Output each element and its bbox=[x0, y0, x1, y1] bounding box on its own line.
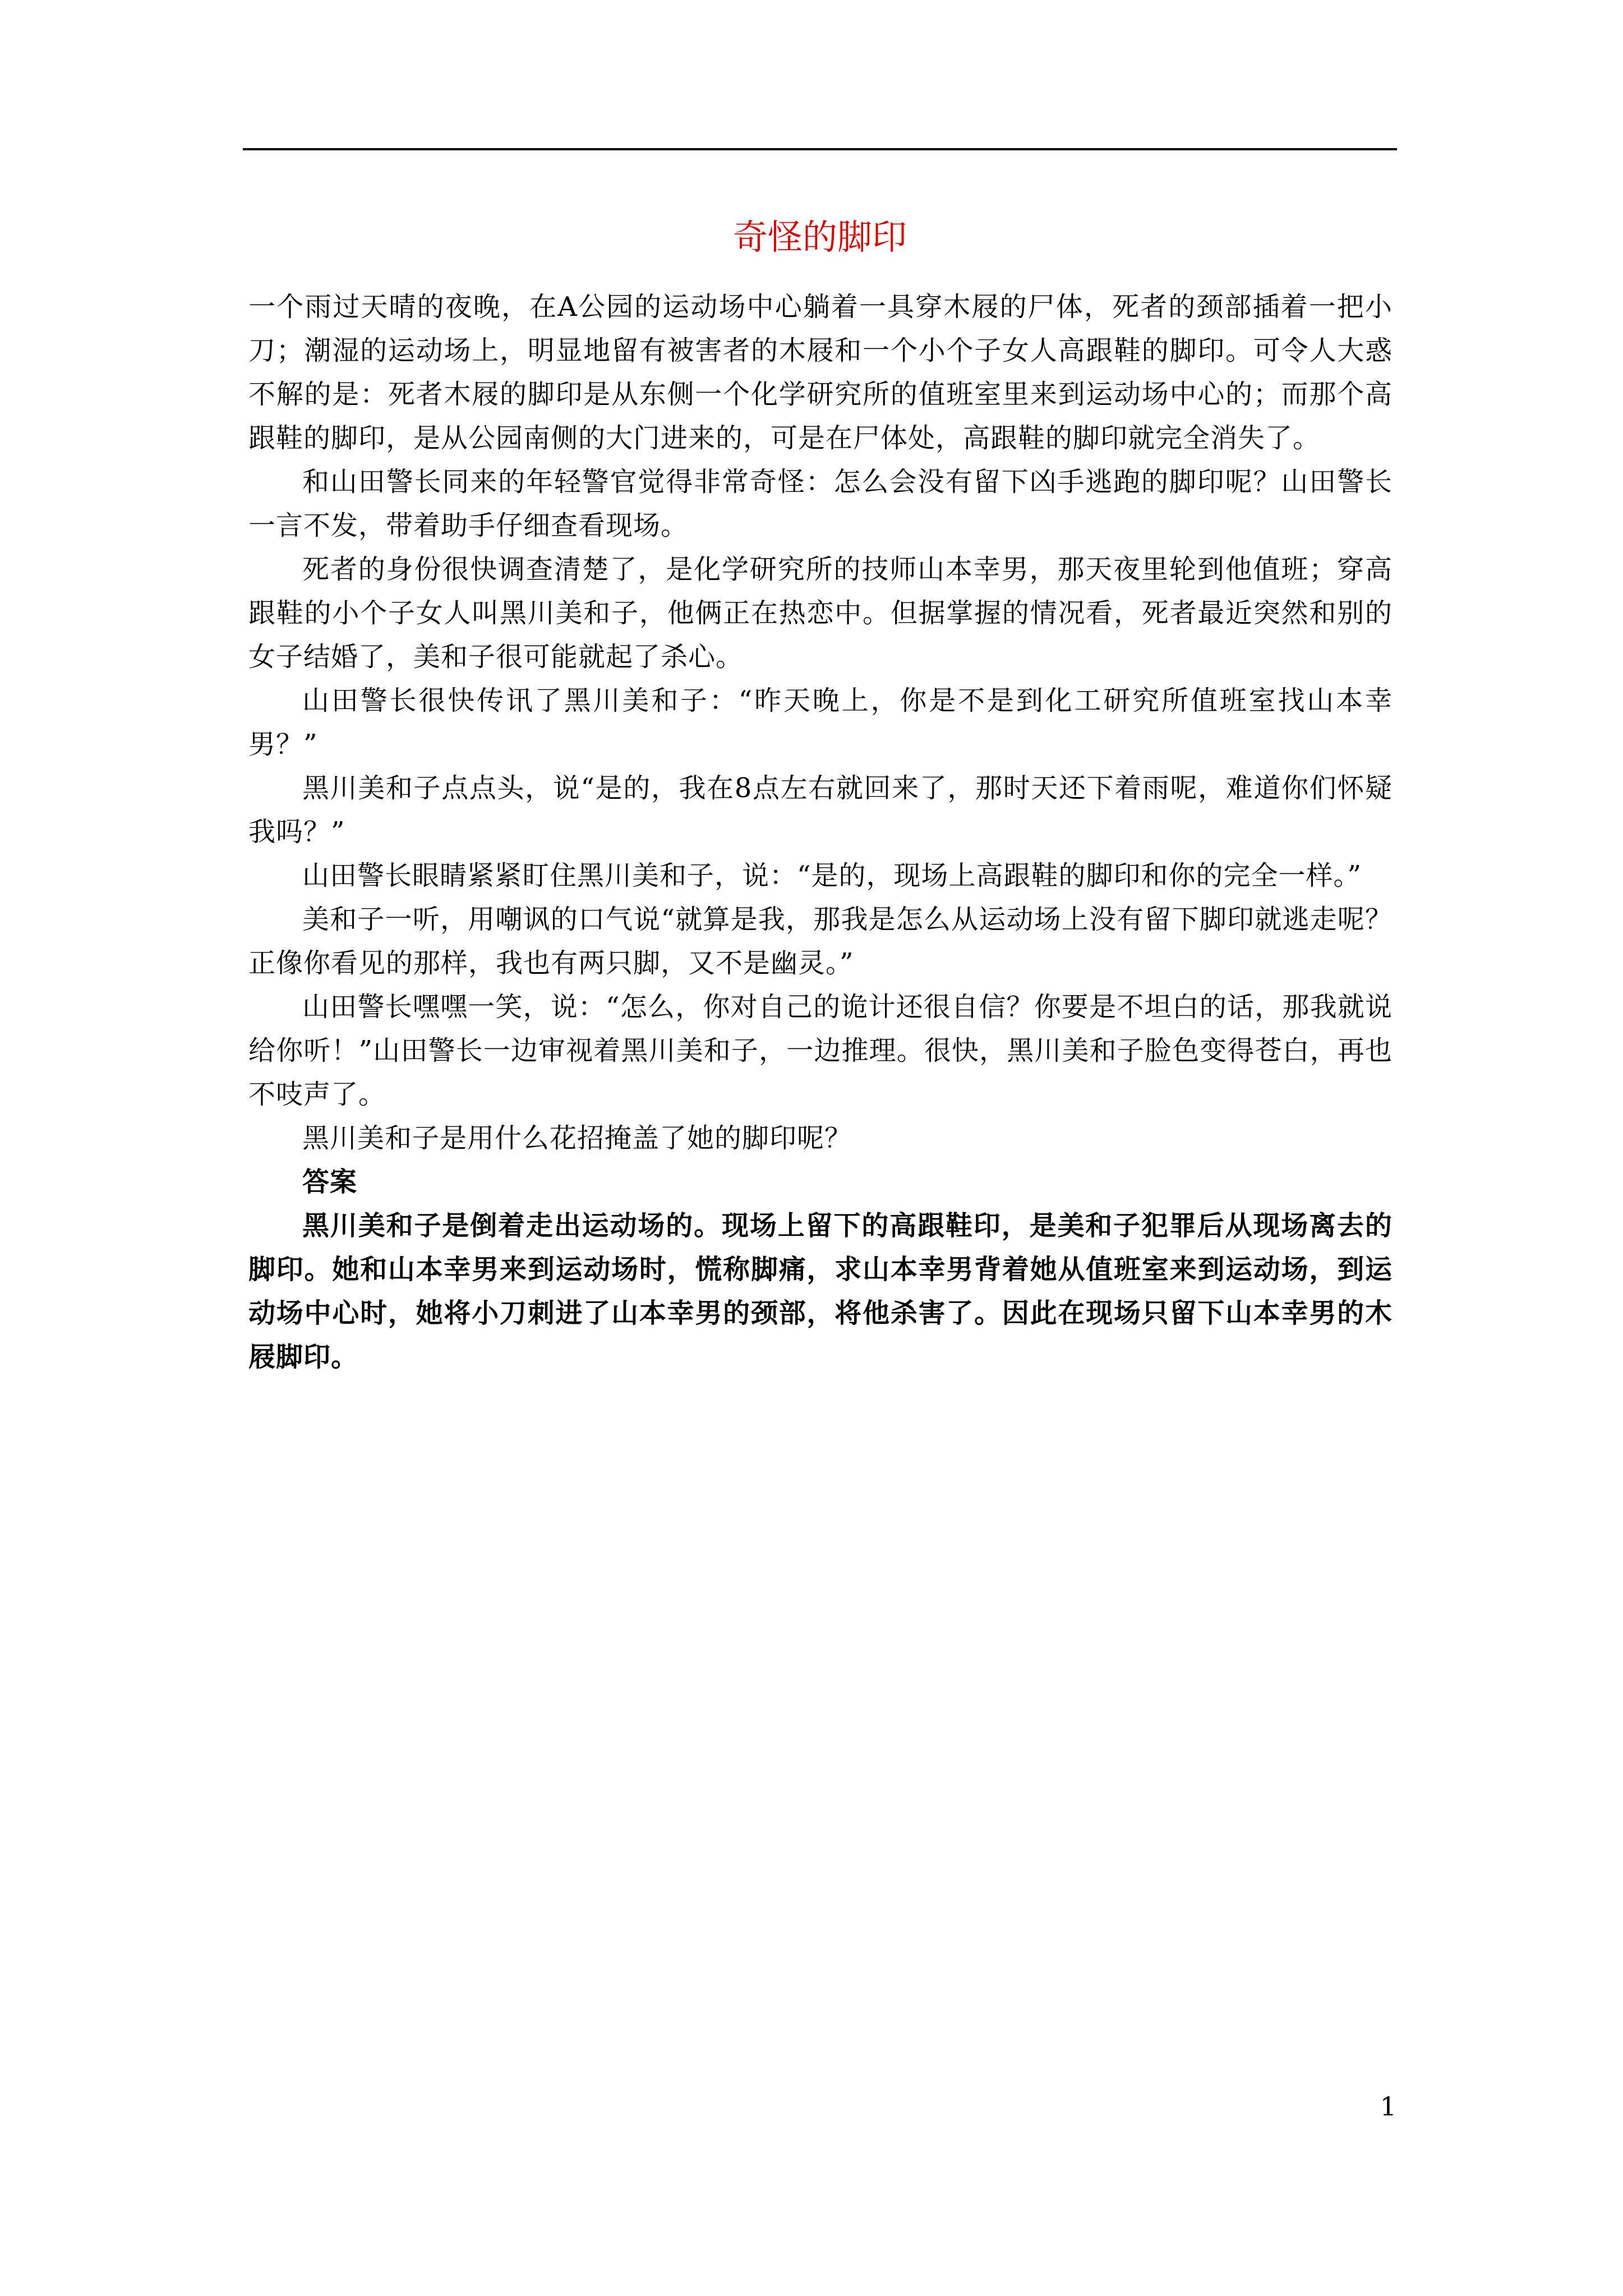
page-number: 1 bbox=[1380, 2091, 1396, 2122]
paragraph-5: 黑川美和子点点头，说“是的，我在8点左右就回来了，那时天还下着雨呢，难道你们怀疑我吗？” bbox=[248, 772, 1393, 848]
answer-heading: 答案 bbox=[302, 1166, 358, 1198]
question-paragraph: 黑川美和子是用什么花招掩盖了她的脚印呢？ bbox=[302, 1122, 852, 1154]
paragraph-4: 山田警长很快传讯了黑川美和子：“昨天晚上，你是不是到化工研究所值班室找山本幸男？” bbox=[248, 685, 1393, 760]
header-rule bbox=[243, 148, 1397, 150]
paragraph-1: 一个雨过天晴的夜晚，在A公园的运动场中心躺着一具穿木屐的尸体，死者的颈部插着一把小刀；潮湿的运动场上，明显地留有被害者的木屐和一个小个子女人高跟鞋的脚印。可令人大惑不解的是：死者木屐的脚印是从东侧一个化学研究所的值班室里来到运动场中心的；而那个高跟鞋的脚印，是从公园南侧的大门进来的，可是在尸体处，高跟鞋的脚印就完全消失了。 bbox=[248, 291, 1393, 454]
answer-paragraph: 黑川美和子是倒着走出运动场的。现场上留下的高跟鞋印，是美和子犯罪后从现场离去的脚印。她和山本幸男来到运动场时，慌称脚痛，求山本幸男背着她从值班室来到运动场，到运动场中心时，她将小刀刺进了山本幸男的颈部，将他杀害了。因此在现场只留下山本幸男的木屐脚印。 bbox=[248, 1210, 1393, 1373]
paragraph-2: 和山田警长同来的年轻警官觉得非常奇怪：怎么会没有留下凶手逃跑的脚印呢？山田警长一言不发，带着助手仔细查看现场。 bbox=[248, 466, 1393, 541]
paragraph-7: 美和子一听，用嘲讽的口气说“就算是我，那我是怎么从运动场上没有留下脚印就逃走呢？正像你看见的那样，我也有两只脚，又不是幽灵。” bbox=[248, 904, 1393, 979]
paragraph-8: 山田警长嘿嘿一笑，说：“怎么，你对自己的诡计还很自信？你要是不坦白的话，那我就说给你听！”山田警长一边审视着黑川美和子，一边推理。很快，黑川美和子脸色变得苍白，再也不吱声了。 bbox=[248, 991, 1393, 1110]
paragraph-3: 死者的身份很快调查清楚了，是化学研究所的技师山本幸男，那天夜里轮到他值班；穿高跟鞋的小个子女人叫黑川美和子，他俩正在热恋中。但据掌握的情况看，死者最近突然和别的女子结婚了，美和子很可能就起了杀心。 bbox=[248, 554, 1393, 673]
page-title: 奇怪的脚印 bbox=[732, 217, 907, 257]
article-body bbox=[248, 285, 1393, 1379]
paragraph-6: 山田警长眼睛紧紧盯住黑川美和子，说：“是的，现场上高跟鞋的脚印和你的完全一样。” bbox=[302, 860, 1362, 891]
